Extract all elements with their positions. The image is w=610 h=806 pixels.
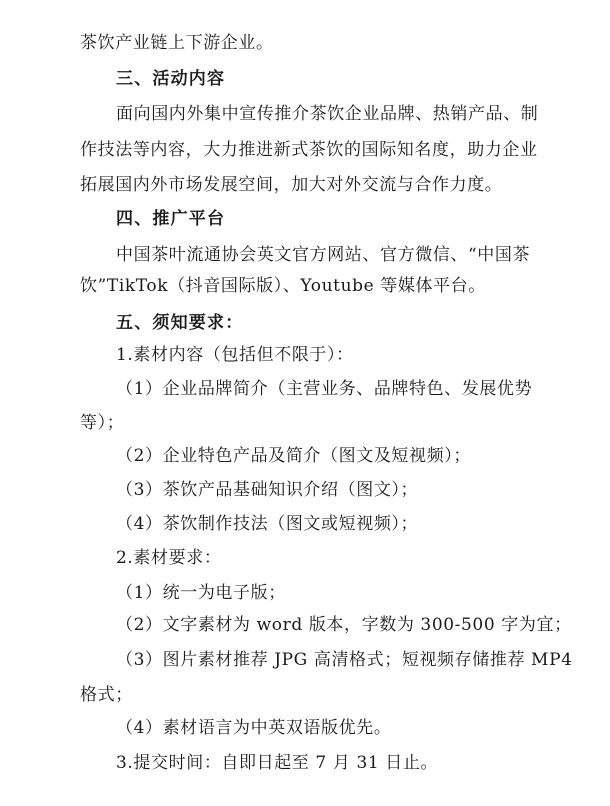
text-line: （2）文字素材为 word 版本，字数为 300-500 字为宜； [116, 615, 572, 635]
text-line: （1）企业品牌简介（主营业务、品牌特色、发展优势 [116, 379, 533, 399]
text-line: （1）统一为电子版； [116, 583, 286, 603]
text-line: 面向国内外集中宣传推介茶饮企业品牌、热销产品、制 [116, 104, 539, 124]
text-line: 中国茶叶流通协会英文官方网站、官方微信、“中国茶 [116, 245, 531, 265]
text-line: 2.素材要求： [116, 548, 222, 568]
text-line: 格式； [80, 685, 133, 705]
section-heading-requirements: 五、须知要求： [116, 313, 244, 333]
text-line: 茶饮产业链上下游企业。 [80, 33, 274, 53]
section-heading-activity: 三、活动内容 [116, 69, 226, 89]
text-line: （4）茶饮制作技法（图文或短视频）； [116, 514, 419, 534]
section-heading-platform: 四、推广平台 [116, 209, 226, 229]
text-line: （4）素材语言为中英双语版优先。 [116, 718, 392, 738]
text-line: 等）； [80, 413, 125, 433]
text-line: （3）图片素材推荐 JPG 高清格式；短视频存储推荐 MP4 [116, 650, 573, 670]
text-line: 1.素材内容（包括但不限于）： [116, 345, 354, 365]
text-line: 作技法等内容，大力推进新式茶饮的国际知名度，助力企业 [80, 140, 538, 160]
text-line: 饮”TikTok（抖音国际版）、Youtube 等媒体平台。 [80, 276, 486, 296]
text-line: （2）企业特色产品及简介（图文及短视频）； [116, 446, 471, 466]
text-line: 3.提交时间：自即日起至 7 月 31 日止。 [116, 753, 439, 773]
text-line: 拓展国内外市场发展空间，加大对外交流与合作力度。 [80, 175, 503, 195]
text-line: （3）茶饮产品基础知识介绍（图文）； [116, 480, 419, 500]
